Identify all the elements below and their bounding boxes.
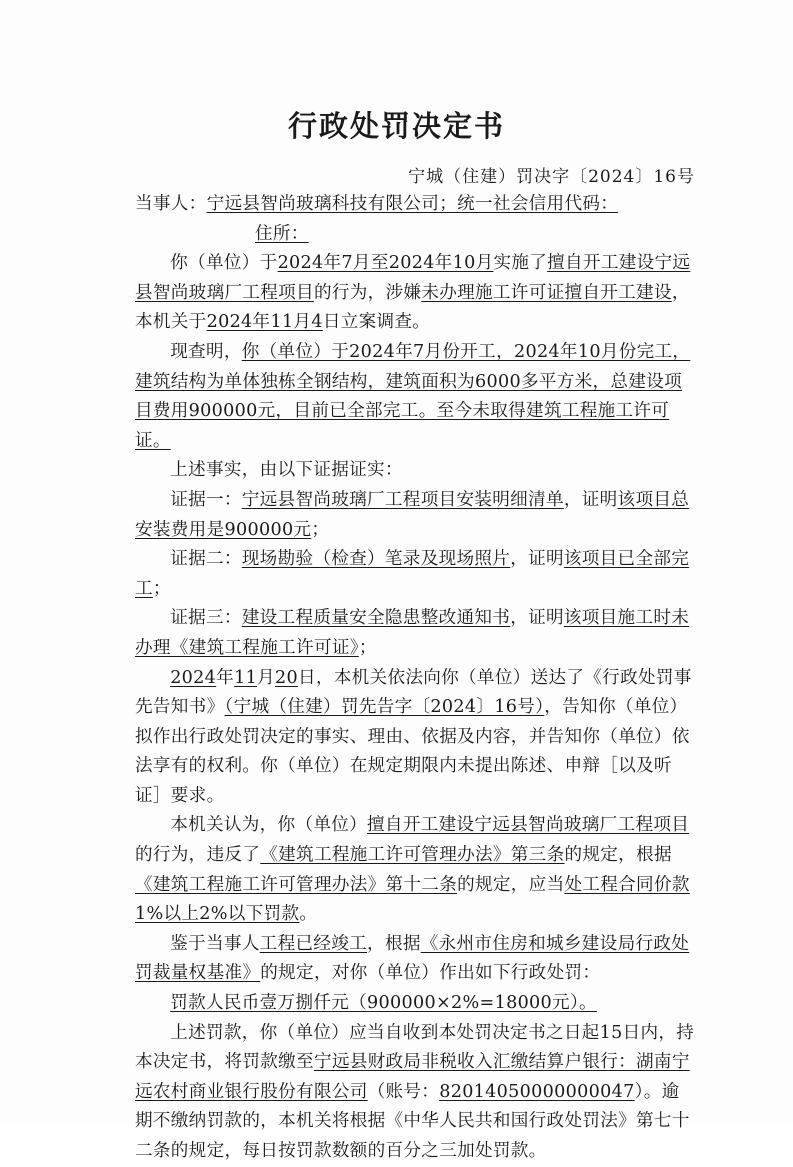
evidence-name: 建设工程质量安全隐患整改通知书 — [241, 608, 511, 629]
bank-account-name: 宁远县财政局非税收入汇缴结算户银行：湖南宁远农村商业银行股份有限公司 — [135, 1052, 690, 1102]
text: 。 — [299, 904, 318, 925]
paragraph-discretion — [135, 930, 695, 989]
text: 的规定，应当 — [457, 874, 565, 895]
document-body — [135, 190, 695, 1167]
evidence-item-3 — [135, 604, 695, 663]
penalty-range: 处工程合同价款1%以上2%以下罚款 — [135, 874, 690, 925]
party-line — [135, 190, 695, 220]
paragraph-penalty — [135, 989, 695, 1019]
evidence-name: 现场勘验（检查）笔录及现场照片 — [241, 549, 511, 570]
text: ，证明 — [510, 549, 564, 570]
text: 本机关认为，你（单位） — [170, 815, 368, 836]
findings-text: 你（单位）于2024年7月份开工，2024年10月份完工，建筑结构为单体独栋全钢结构，建筑面积为6000多平方米，总建设项目费用900000元，目前已全部完工。至今未取得建筑工程施工许可证。 — [135, 341, 691, 451]
suspected-violation-text: 未办理施工许可证擅自开工建设 — [421, 282, 672, 303]
violation-text: 擅自开工建设宁远县智尚玻璃厂工程项目 — [367, 815, 690, 836]
notice-year: 2024 — [170, 667, 217, 688]
text: 你（单位）于 — [170, 253, 278, 274]
violation-text: 擅自开工建设宁远县智尚玻璃厂工程项目 — [135, 253, 691, 303]
paragraph-case-opening — [135, 249, 695, 338]
party-name: 宁远县智尚玻璃科技有限公司；统一社会信用代码： — [206, 194, 619, 214]
notice-number: （宁城（住建）罚先告字〔2024〕16号） — [224, 697, 545, 718]
text: 鉴于当事人 — [170, 933, 260, 954]
evidence-label: 证据二： — [170, 549, 242, 570]
evidence-label: 证据一： — [170, 489, 242, 510]
paragraph-prior-notice — [135, 664, 695, 812]
evidence-item-2 — [135, 545, 695, 604]
penalty-amount: 罚款人民币壹万捌仟元（900000×2%=18000元）。 — [170, 993, 597, 1014]
text: 的规定，对你（单位）作出如下行政处罚： — [260, 963, 601, 984]
text: ，证明 — [563, 489, 618, 510]
text: 的行为，违反了 — [135, 845, 261, 866]
evidence-proof: 该项目施工时未办理《建筑工程施工许可证》 — [135, 608, 690, 658]
text: ，证明 — [510, 608, 564, 629]
text: 月 — [257, 667, 275, 688]
document-title: 行政处罚决定书 — [287, 109, 505, 143]
paragraph-legal-basis — [135, 811, 695, 929]
text: 上述罚款，你（单位）应当自收到本处罚决定书之日起15日内，持本决定书，将罚款缴至 — [135, 1022, 695, 1073]
text: 日，本机关依法向你（单位）送达了《行政处罚事先告知书》 — [135, 667, 692, 718]
account-number: 82014050000000047 — [439, 1081, 635, 1102]
address-label: 住所： — [255, 223, 309, 244]
text: ； — [311, 519, 330, 540]
circumstance-text: 工程已经竣工 — [259, 933, 368, 954]
text: 日立案调查。 — [322, 312, 431, 333]
party-label: 当事人： — [135, 194, 207, 214]
text: 的规定，根据 — [564, 845, 672, 866]
paragraph-payment — [135, 1019, 695, 1167]
text: ； — [152, 578, 171, 599]
discretion-standard: 《永州市住房和城乡建设局行政处罚裁量权基准》 — [135, 933, 690, 984]
penalty-article: 《建筑工程施工许可管理办法》第十二条 — [135, 874, 458, 895]
violated-article: 《建筑工程施工许可管理办法》第三条 — [260, 845, 565, 866]
evidence-proof: 该项目已全部完工 — [135, 549, 690, 599]
text: ，本机关于 — [135, 282, 690, 333]
paragraph-evidence-intro: 上述事实，由以下证据证实： — [170, 460, 403, 481]
evidence-proof: 该项目总安装费用是900000元 — [135, 489, 690, 540]
text: ，告知你（单位）拟作出行政处罚决定的事实、理由、依据及内容，并告知你（单位）依法享有的权利。你（单位）在规定期限内未提出陈述、申辩［以及听证］要求。 — [135, 697, 690, 806]
address-line — [135, 220, 695, 250]
text: 年 — [216, 667, 235, 688]
document-number: 宁城（住建）罚决字〔2024〕16号 — [408, 167, 695, 187]
text: 现查明， — [170, 341, 242, 362]
text: ，根据 — [367, 933, 421, 954]
text: ； — [358, 637, 377, 658]
text: 实施了 — [493, 253, 548, 274]
notice-month: 11 — [234, 667, 258, 688]
evidence-name: 宁远县智尚玻璃厂工程项目安装明细清单 — [241, 489, 564, 510]
evidence-label: 证据三： — [170, 608, 242, 629]
evidence-item-1 — [135, 486, 695, 545]
text: ）。逾期不缴纳罚款的，本机关将根据《中华人民共和国行政处罚法》第七十二条的规定，每日按罚款数额的百分之三加处罚款。 — [135, 1081, 690, 1161]
notice-day: 20 — [274, 667, 298, 688]
paragraph-findings — [135, 338, 695, 456]
filing-date-text: 2024年11月4 — [206, 312, 323, 333]
text: 的行为，涉嫌 — [313, 282, 422, 303]
period-text: 2024年7月至2024年10月 — [277, 253, 494, 274]
text: （账号： — [367, 1081, 440, 1102]
